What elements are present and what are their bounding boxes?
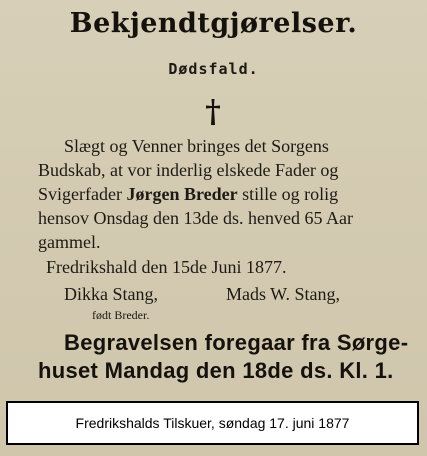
source-caption-box <box>6 401 419 445</box>
latin-cross-icon <box>203 97 223 127</box>
notice-body-line-4: hensov Onsdag den 13de ds. henved 65 Aar <box>38 208 353 228</box>
deceased-name: Jørgen Breder <box>126 184 238 204</box>
source-caption: Fredrikshalds Tilskuer, søndag 17. juni 1877 <box>75 415 350 431</box>
maiden-name-note: født Breder. <box>92 308 150 322</box>
notice-body-line-2: Budskab, at vor inderlig elskede Fader og <box>38 160 339 180</box>
place-and-date: Fredrikshald den 15de Juni 1877. <box>46 257 287 277</box>
notice-body-line-3 <box>38 184 338 204</box>
notice-body-line-5: gammel. <box>38 232 101 252</box>
body-text-segment: stille og rolig <box>237 184 339 204</box>
body-text-segment: Svigerfader <box>38 184 127 204</box>
notice-subheading: Dødsfald. <box>168 60 259 78</box>
signature-mads-stang: Mads W. Stang, <box>226 284 341 304</box>
notice-body-line-1: Slægt og Venner bringes det Sorgens <box>64 136 329 156</box>
notice-heading: Bekjendtgjørelser. <box>69 8 358 39</box>
funeral-notice-line-1: Begravelsen foregaar fra Sørge- <box>64 330 409 355</box>
signature-dikka-stang: Dikka Stang, <box>64 284 158 304</box>
funeral-notice-line-2: huset Mandag den 18de ds. Kl. 1. <box>38 358 394 383</box>
